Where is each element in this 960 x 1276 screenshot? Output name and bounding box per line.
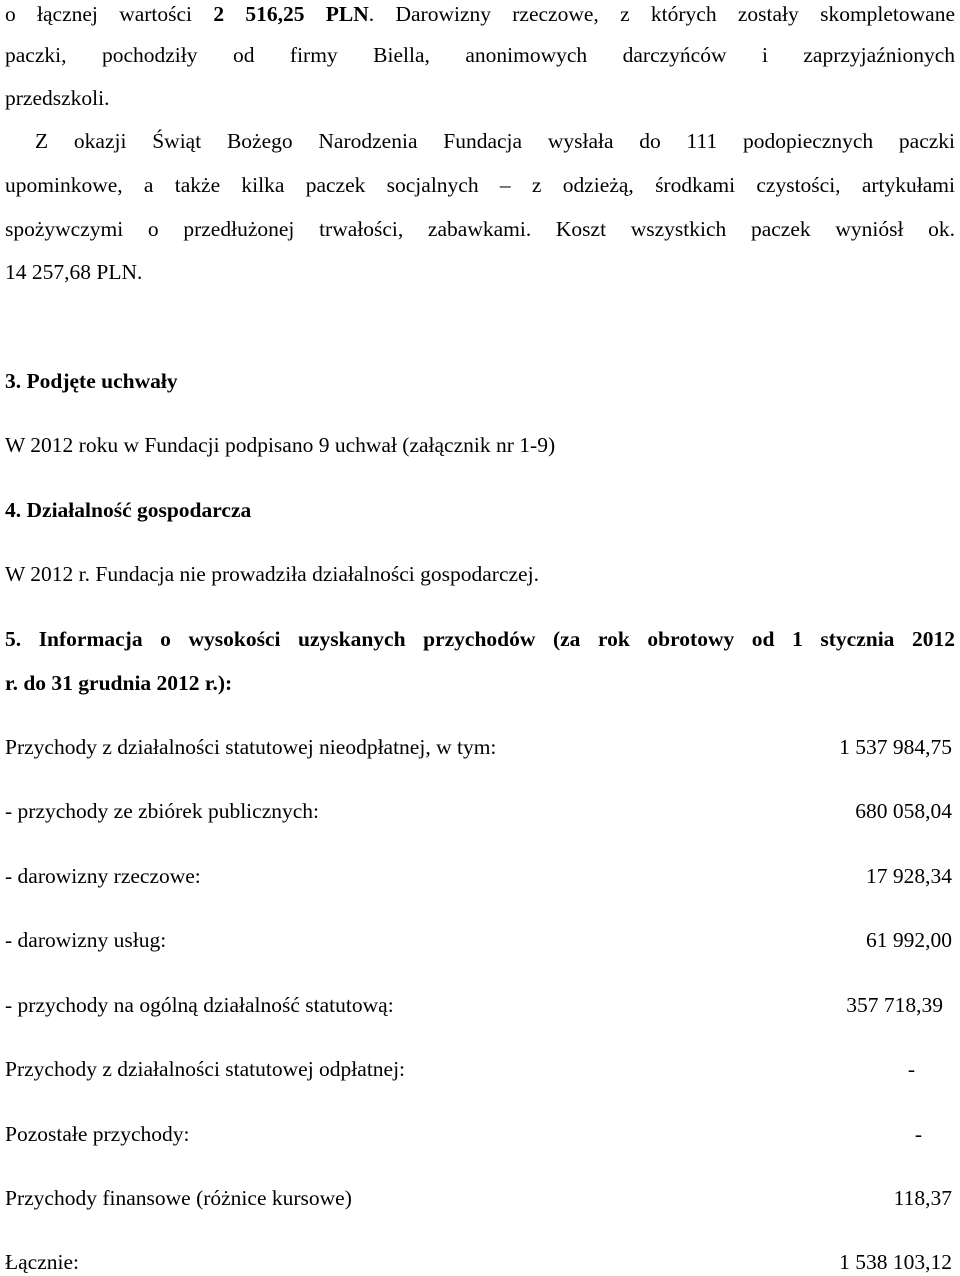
paragraph-line: upominkowe, a także kilka paczek socjalnych – z odzieżą, środkami czystości, artykułami [5, 173, 955, 197]
income-label: Przychody finansowe (różnice kursowe) [5, 1186, 352, 1210]
paragraph-line [5, 0, 955, 28]
paragraph-line: przedszkoli. [5, 86, 110, 110]
income-value: 61 992,00 [866, 928, 952, 952]
income-label: Pozostałe przychody: [5, 1122, 190, 1146]
paragraph-line: spożywczymi o przedłużonej trwałości, zabawkami. Koszt wszystkich paczek wyniósł ok. [5, 217, 955, 241]
amount-bold: 2 516,25 PLN [213, 2, 369, 26]
income-label: Przychody z działalności statutowej nieodpłatnej, w tym: [5, 735, 497, 759]
income-label: Przychody z działalności statutowej odpłatnej: [5, 1057, 406, 1081]
section-heading: 3. Podjęte uchwały [5, 369, 178, 393]
section-text: W 2012 roku w Fundacji podpisano 9 uchwał (załącznik nr 1-9) [5, 433, 556, 457]
section-heading: r. do 31 grudnia 2012 r.): [5, 671, 233, 695]
income-label: - darowizny usług: [5, 928, 167, 952]
paragraph-line: 14 257,68 PLN. [5, 260, 143, 284]
income-value: 1 538 103,12 [839, 1250, 952, 1274]
income-value: 1 537 984,75 [839, 735, 952, 759]
section-text: W 2012 r. Fundacja nie prowadziła działalności gospodarczej. [5, 562, 539, 586]
income-label: - przychody ze zbiórek publicznych: [5, 799, 320, 823]
income-value: - [914, 1122, 922, 1146]
section-heading: 5. Informacja o wysokości uzyskanych przychodów (za rok obrotowy od 1 stycznia 2012 [5, 627, 955, 651]
paragraph-line: paczki, pochodziły od firmy Biella, anonimowych darczyńców i zaprzyjaźnionych [5, 43, 955, 67]
income-value: 680 058,04 [855, 799, 952, 823]
income-label: - przychody na ogólną działalność statutową: [5, 993, 394, 1017]
income-value: 17 928,34 [866, 864, 952, 888]
paragraph-line: Z okazji Świąt Bożego Narodzenia Fundacja wysłała do 111 podopiecznych paczki [35, 129, 955, 153]
income-label: Łącznie: [5, 1250, 80, 1274]
income-value: 118,37 [893, 1186, 952, 1210]
section-heading: 4. Działalność gospodarcza [5, 498, 252, 522]
income-label: - darowizny rzeczowe: [5, 864, 201, 888]
income-value: - [907, 1057, 915, 1081]
text-run: o łącznej wartości [5, 2, 214, 26]
text-run: . Darowizny rzeczowe, z których zostały skompletowane [368, 2, 956, 26]
income-value: 357 718,39 [846, 993, 943, 1017]
